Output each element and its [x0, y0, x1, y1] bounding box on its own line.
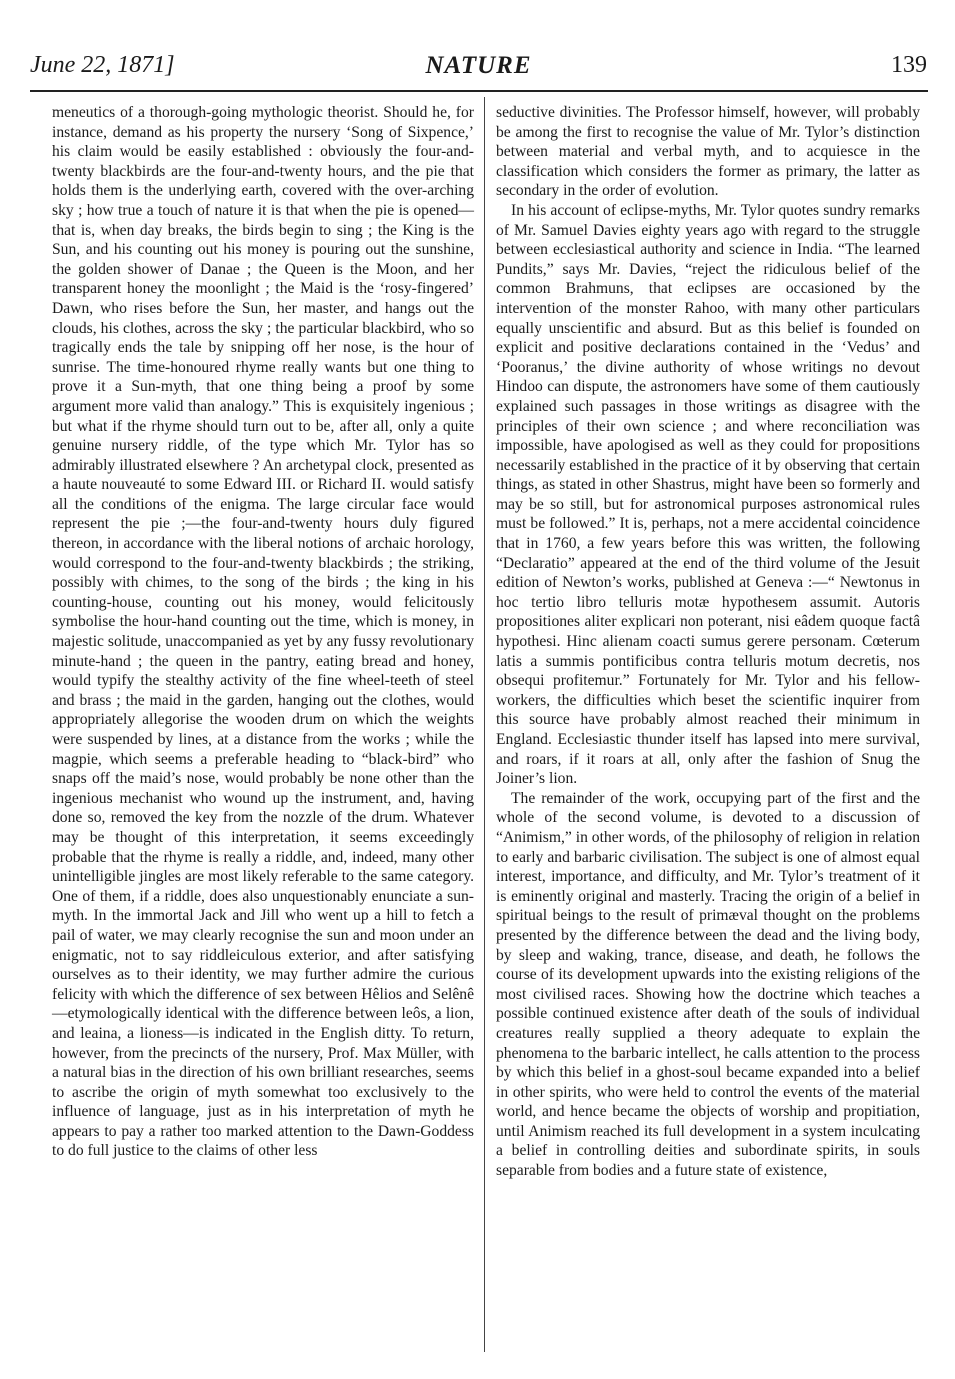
issue-date: June 22, 1871]	[30, 52, 175, 78]
right-column	[496, 103, 920, 1181]
page-header	[30, 52, 927, 86]
journal-title: NATURE	[425, 52, 532, 79]
paragraph: meneutics of a thorough-going mythologic theorist. Should he, for instance, demand as his property the nursery ‘Song of Sixpence,’ his claim would be easily established : obviously the four-and-twenty blackbirds are the four-and-twenty hours, and the pie that holds them is the underlying earth, covered with the over-arching sky ; how true a touch of nature it is that when the pie is opened—that is, when day breaks, the birds begin to sing ; the King is the Sun, and his counting out his money is pouring out the sunshine, the golden shower of Danae ; the Queen is the Moon, and her transparent honey the moonlight ; the Maid is the ‘rosy-fingered’ Dawn, who rises before the Sun, her master, and hangs out the clouds, his clothes, across the sky ; the particular blackbird, who so tragically ends the tale by snipping off her nose, is the hour of sunrise. The time-honoured rhyme really wants but one thing to prove it a Sun-myth, that one thing being a proof by some argument more valid than analogy.” This is exquisitely ingenious ; but what if the rhyme should turn out to be, after all, only a quite genuine nursery riddle, of the type which Mr. Tylor has so admirably illustrated elsewhere ? An archetypal clock, presented as a haute nouveauté to some Edward III. or Richard II. would satisfy all the conditions of the enigma. The large circular face would represent the pie ;—the four-and-twenty hours duly figured thereon, in accordance with the liberal notions of archaic horology, would correspond to the four-and-twenty blackbirds ; the striking, possibly with chimes, to the song of the birds ; the king in his counting-house, counting out his money, would felicitously symbolise the hour-hand counting out the time, which is money, in majestic solitude, unaccompanied as yet by any fussy revolutionary minute-hand ; the queen in the pantry, eating bread and honey, would typify the stealthy activity of the fine wheel-teeth of steel and brass ; the maid in the garden, hanging out the clothes, would appropriately allegorise the wooden drum on which the weights were suspended by lines, at a distance from the works ; while the magpie, which seems a preferable heading to “black-bird” who snaps off the maid’s nose, would probably be none other than the ingenious mechanist who wound up the instrument, and, having done so, removed the key from the nozzle of the drum. Whatever may be thought of this interpretation, it seems exceedingly probable that the rhyme is really a riddle, and, indeed, many other unintelligible jingles are most likely referable to the same category. One of them, if a riddle, does also unquestionably enunciate a sun-myth. In the immortal Jack and Jill who went up a hill to fetch a pail of water, we may clearly recognise the sun and moon under an enigmatic, not to say riddleiculous exterior, and after satisfying ourselves as to their identity, we may further admire the curious felicity with which the difference of sex between Hêlios and Selênê—etymologically identical with the difference between leôs, a lion, and leaina, a lioness—is indicated in the English ditty. To return, however, from the precincts of the nursery, Prof. Max Müller, with a natural bias in the direction of his own brilliant researches, seems to ascribe the origin of myth somewhat too exclusively to the influence of language, just as in his interpretation of myth he appears to pay a rather too marked attention to the Dawn-Goddess to do full justice to the claims of other less	[52, 104, 474, 1160]
paragraph: seductive divinities. The Professor himself, however, will probably be among the first to recognise the value of Mr. Tylor’s distinction between material and verbal myth, and to acquiesce in the classification which considers the former as primary, the latter as secondary in the order of evolution.	[496, 104, 920, 200]
header-rule	[30, 90, 928, 92]
page-number: 139	[891, 52, 927, 78]
left-column	[52, 103, 474, 1161]
column-divider	[484, 97, 485, 1352]
paragraph: The remainder of the work, occupying part of the first and the whole of the second volume, is devoted to a discussion of “Animism,” in other words, of the philosophy of religion in relation to early and barbaric civilisation. The subject is one of almost equal interest, importance, and difficulty, and Mr. Tylor’s treatment of it is eminently original and masterly. Tracing the origin of a belief in spiritual beings to the result of primæval thought on the problems presented by the difference between the dead and the living body, by sleep and waking, trance, disease, and death, he follows the course of its development upwards into the existing religions of the most civilised races. Showing how the doctrine which teaches a possible continued existence after death of the souls of individual creatures really supplied a theory adequate to explain the phenomena to the barbaric intellect, he calls attention to the process by which this belief in a ghost-soul became expanded into a belief in other spirits, who were held to control the events of the material world, and hence became the objects of worship and propitiation, until Animism reached its full development in a system inculcating a belief in controlling deities and subordinate spirits, in souls separable from bodies and a future state of existence,	[496, 789, 920, 1180]
paragraph: In his account of eclipse-myths, Mr. Tylor quotes sundry remarks of Mr. Samuel Davies eighty years ago with regard to the struggle between ecclesiastical authority and science in India. “The learned Pundits,” says Mr. Davies, “reject the ridiculous belief of the common Brahmuns, that eclipses are occasioned by the intervention of the monster Rahoo, with many other particulars equally unscientific and absurd. But as this belief is founded on explicit and positive declarations contained in the ‘Vedus’ and ‘Pooranus,’ the divine authority of whose writings no devout Hindoo can dispute, the astronomers have some of them cautiously explained such passages in those writings as disagree with the principles of their own science ; and where reconciliation was impossible, have apologised as well as they could for propositions necessarily established in the practice of it by observing that certain things, as stated in other Shastrus, might have been so formerly and may be so still, but for astronomical purposes astronomical rules must be followed.” It is, perhaps, not a mere accidental coincidence that in 1760, a few years before this was written, the following “Declaratio” appeared at the end of the third volume of the Jesuit edition of Newton’s works, published at Geneva :—“ Newtonus in hoc tertio libro telluris motæ hypothesem assumit. Autoris propositiones aliter explicari non poterant, nisi eâdem quoque factâ hypothesi. Hinc alienam coacti sumus gerere personam. Cœterum latis a summis pontificibus contra telluris motum decretis, nos obsequi profitemur.” Fortunately for Mr. Tylor and his fellow-workers, the difficulties which beset the scientific inquirer from this source have probably almost reached their minimum in England. Ecclesiastic thunder itself has lapsed into mere survival, and roars, if it roars at all, only after the fashion of Snug the Joiner’s lion.	[496, 201, 920, 788]
